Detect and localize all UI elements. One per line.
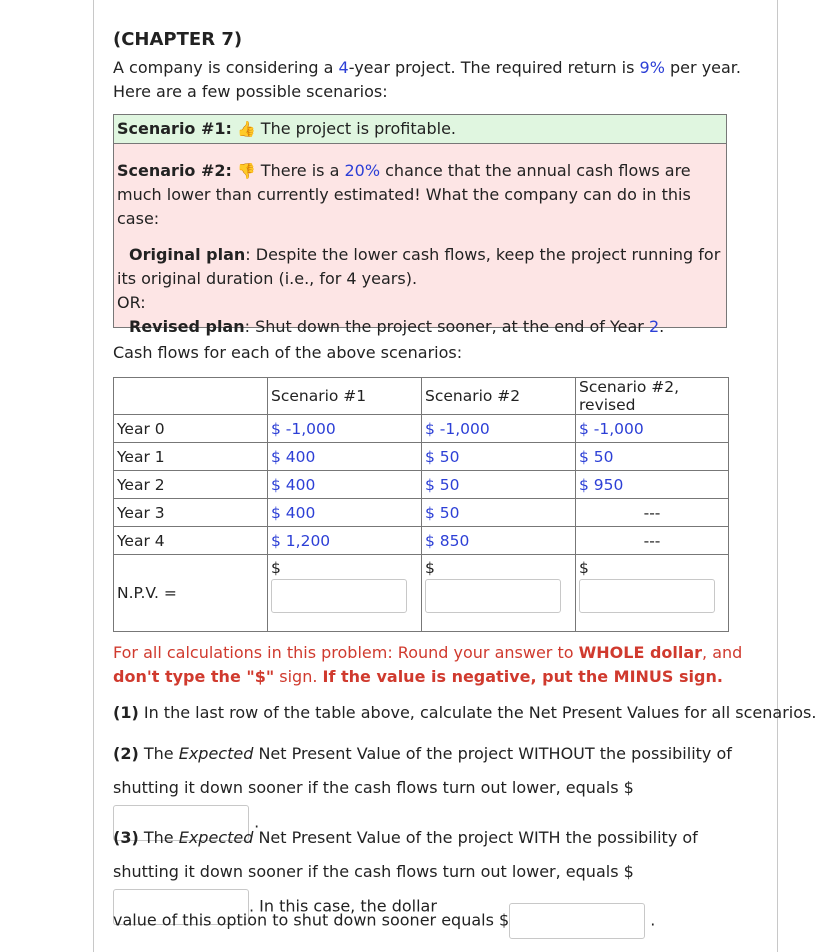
npv-cell-scenario-2-revised: $	[576, 555, 729, 632]
cashflow-value: $ 50	[422, 443, 576, 471]
cashflow-value: $ -1,000	[268, 415, 422, 443]
cashflow-value: $ 50	[422, 499, 576, 527]
table-header-row	[114, 378, 729, 415]
cashflows-label: Cash flows for each of the above scenarios:	[113, 343, 463, 362]
or-separator: OR:	[117, 293, 146, 312]
cashflow-value: $ -1,000	[422, 415, 576, 443]
npv-scenario-2-input[interactable]	[425, 579, 561, 613]
row-label: Year 0	[114, 415, 268, 443]
scenario-1-box: Scenario #1: 👍 The project is profitable.	[113, 114, 727, 144]
npv-cell-scenario-2: $	[422, 555, 576, 632]
project-years: 4	[338, 58, 349, 77]
table-row	[114, 499, 729, 527]
table-row	[114, 527, 729, 555]
header-cell: Scenario #2, revised	[576, 378, 729, 415]
scenario-1-label: Scenario #1	[117, 119, 226, 138]
row-label: Year 2	[114, 471, 268, 499]
revised-plan: Revised plan: Shut down the project sooner, at the end of Year 2.	[129, 317, 665, 336]
thumbs-down-icon: 👎	[237, 162, 256, 180]
npv-cell-scenario-1: $	[268, 555, 422, 632]
cashflow-value: $ 400	[268, 499, 422, 527]
header-cell: Scenario #1	[268, 378, 422, 415]
cashflow-value: $ 950	[576, 471, 729, 499]
npv-label: N.P.V. =	[114, 555, 268, 632]
npv-scenario-2-revised-input[interactable]	[579, 579, 715, 613]
question-2: (2) The Expected Net Present Value of the project WITHOUT the possibility of shutting it down sooner if the cash flows turn out lower, equals $ .	[113, 737, 753, 841]
row-label: Year 1	[114, 443, 268, 471]
table-row	[114, 415, 729, 443]
cashflow-value: $ 50	[576, 443, 729, 471]
table-row	[114, 471, 729, 499]
cashflow-value: $ -1,000	[576, 415, 729, 443]
question-1: (1) In the last row of the table above, calculate the Net Present Values for all scenarios.	[113, 703, 817, 722]
npv-scenario-1-input[interactable]	[271, 579, 407, 613]
chapter-title: (CHAPTER 7)	[113, 29, 243, 50]
cashflow-value: $ 50	[422, 471, 576, 499]
table-row	[114, 443, 729, 471]
thumbs-up-icon: 👍	[237, 120, 256, 138]
rounding-instructions: For all calculations in this problem: Round your answer to WHOLE dollar, and don't type the "$" sign. If the value is negative, put the MINUS sign.	[113, 643, 743, 686]
intro-text: A company is considering a 4-year project. The required return is 9% per year. Here are a few possible scenarios:	[113, 58, 741, 101]
scenario-2-description: Scenario #2: 👎 There is a 20% chance that the annual cash flows are much lower than currently estimated! What the company can do in this case:	[117, 161, 691, 228]
cashflow-value: ---	[576, 499, 729, 527]
revised-shutdown-year: 2	[648, 317, 660, 336]
cashflow-value: ---	[576, 527, 729, 555]
header-cell: Scenario #2	[422, 378, 576, 415]
cashflow-value: $ 400	[268, 471, 422, 499]
required-return: 9%	[639, 58, 665, 77]
row-label: Year 3	[114, 499, 268, 527]
cashflow-value: $ 850	[422, 527, 576, 555]
row-label: Year 4	[114, 527, 268, 555]
scenario-2-label: Scenario #2	[117, 161, 226, 180]
npv-row	[114, 555, 729, 632]
cashflow-value: $ 400	[268, 443, 422, 471]
scenario-2-box	[113, 143, 727, 336]
cashflow-value: $ 1,200	[268, 527, 422, 555]
question-3: (3) The Expected Net Present Value of the project WITH the possibility of shutting it down sooner if the cash flows turn out lower, equals $. In this case, the dollar	[113, 821, 763, 925]
header-cell	[114, 378, 268, 415]
original-plan: Original plan: Despite the lower cash flows, keep the project running for its original duration (i.e., for 4 years).	[117, 245, 721, 288]
question-3-option-value: value of this option to shut down sooner equals $ .	[113, 903, 655, 939]
lower-cashflow-chance: 20%	[344, 161, 381, 180]
option-value-input[interactable]	[509, 903, 645, 939]
cashflow-table	[113, 377, 729, 632]
